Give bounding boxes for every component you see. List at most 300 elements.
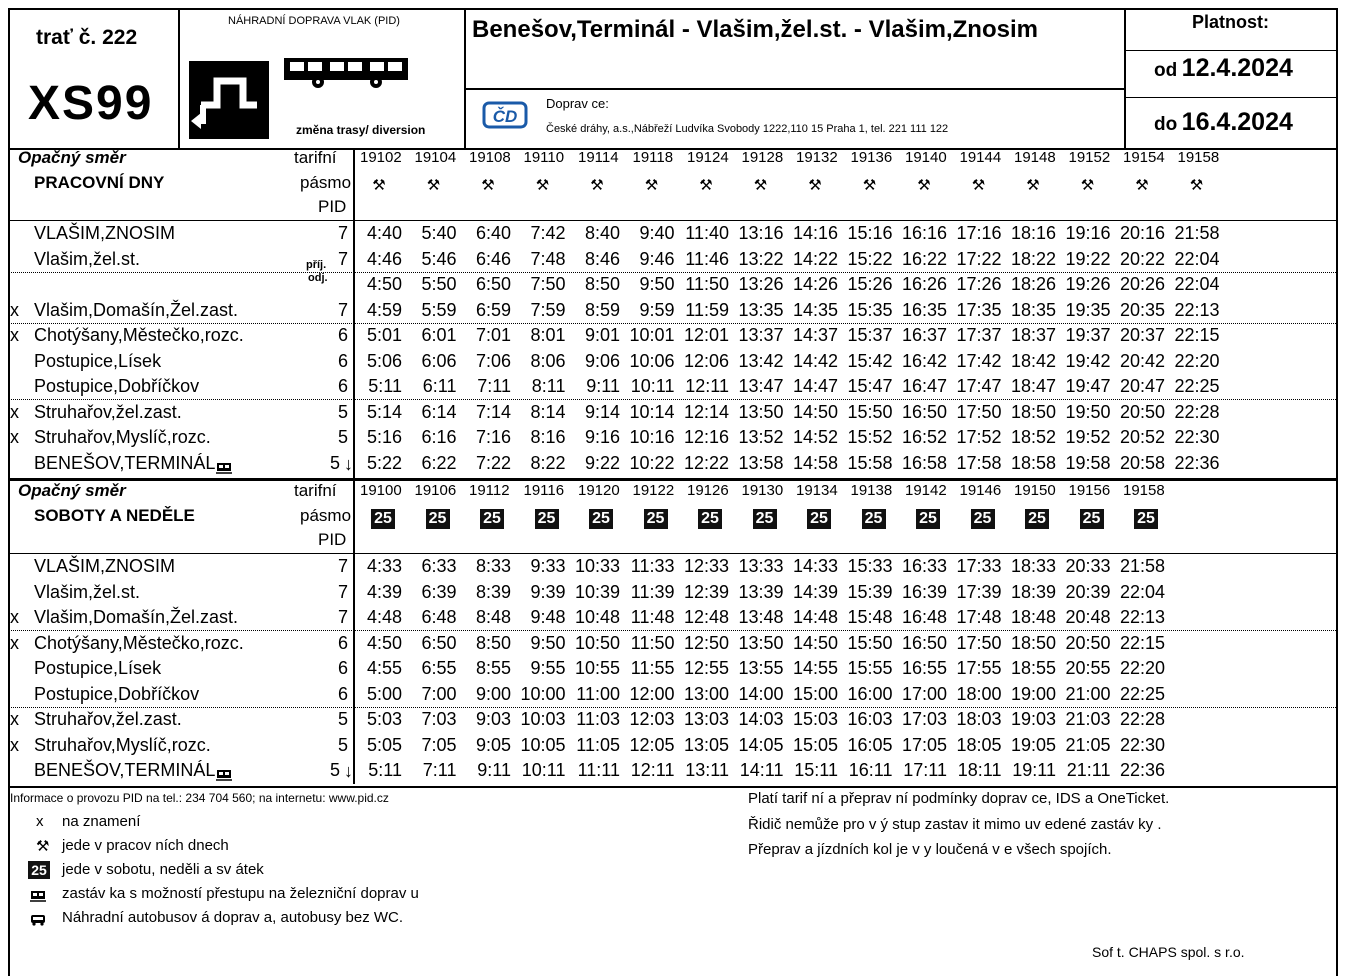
departure-time: 21:58: [1174, 223, 1220, 243]
departure-time: 10:01: [629, 325, 675, 345]
train-number: 19100: [360, 482, 402, 499]
departure-time: 18:37: [1010, 325, 1056, 345]
departure-time: 13:00: [683, 683, 729, 704]
departure-time: 4:46: [366, 248, 402, 269]
departure-time: 11:39: [630, 581, 675, 602]
train-transfer-icon: [216, 763, 232, 788]
departure-time: 8:11: [531, 376, 566, 396]
departure-time: 19:03: [1010, 709, 1056, 729]
zone-number: 6: [337, 376, 348, 396]
departure-time: 9:01: [584, 325, 620, 345]
departure-time: 22:15: [1119, 632, 1165, 653]
table-row: [8, 733, 1338, 758]
zone-header-1: tarifní: [294, 148, 337, 167]
credit: Sof t. CHAPS spol. s r.o.: [1092, 944, 1245, 960]
workday-icon: ⚒: [1135, 177, 1149, 194]
departure-time: 11:33: [630, 556, 675, 576]
table-row: [8, 221, 1338, 246]
workday-icon: ⚒: [481, 177, 495, 194]
departure-time: 19:58: [1065, 452, 1111, 473]
departure-time: 16:37: [901, 325, 947, 345]
departure-time: 9:16: [584, 427, 620, 447]
departure-time: 8:50: [584, 274, 620, 294]
workday-icon: ⚒: [917, 177, 931, 194]
train-transfer-icon: [30, 889, 46, 906]
departure-time: 10:16: [629, 427, 675, 447]
departure-time: 11:50: [630, 632, 675, 653]
departure-time: 8:40: [584, 223, 620, 243]
weekend-badge-icon: 25: [971, 509, 995, 529]
departure-time: 18:22: [1010, 248, 1056, 269]
departure-time: 14:35: [792, 299, 838, 320]
svg-text:ČD: ČD: [492, 107, 518, 126]
departure-time: 5:05: [366, 734, 402, 755]
train-number: 19128: [741, 149, 784, 166]
request-stop-mark: x: [10, 607, 19, 627]
departure-time: 11:11: [577, 760, 620, 780]
departure-time: 19:11: [1012, 760, 1056, 780]
train-number: 19108: [469, 149, 511, 166]
departure-time: 7:16: [475, 427, 511, 447]
request-stop-mark: x: [10, 709, 19, 729]
departure-time: 6:50: [475, 274, 511, 294]
workday-icon: ⚒: [372, 177, 386, 194]
departure-time: 9:55: [530, 658, 566, 678]
departure-time: 22:15: [1174, 325, 1220, 345]
departure-time: 5:46: [421, 248, 457, 269]
train-number: 19124: [687, 149, 729, 166]
departure-time: 18:52: [1010, 427, 1056, 447]
train-number: 19110: [523, 149, 565, 166]
weekend-badge-icon: 25: [589, 509, 613, 529]
train-number: 19102: [360, 149, 402, 166]
weekend-badge-icon: 25: [426, 509, 450, 529]
departure-time: 13:22: [738, 248, 784, 269]
zone-header-1: tarifní: [294, 481, 337, 500]
departure-time: 10:06: [629, 350, 675, 371]
departure-time: 20:42: [1119, 350, 1165, 371]
zone-header-3: PID: [318, 197, 347, 216]
weekend-badge-icon: 25: [480, 509, 504, 529]
departure-time: 11:00: [576, 683, 620, 704]
diversion-top-text: NÁHRADNÍ DOPRAVA VLAK (PID): [228, 15, 400, 27]
departure-time: 16:48: [901, 607, 947, 627]
table-row: [8, 605, 1338, 630]
train-number: 19144: [959, 149, 1002, 166]
departure-time: 17:55: [956, 658, 1002, 678]
departure-time: 17:39: [956, 581, 1002, 602]
weekend-badge-icon: 25: [916, 509, 940, 529]
departure-time: 6:16: [421, 427, 457, 447]
departure-time: 22:20: [1119, 658, 1165, 678]
departure-time: 17:47: [956, 376, 1002, 396]
zone-number: 5: [337, 427, 348, 447]
departure-time: 17:42: [956, 350, 1002, 371]
departure-time: 12:22: [683, 452, 729, 473]
departure-time: 6:50: [421, 632, 457, 653]
to-prefix: do: [1154, 114, 1178, 135]
stop-name: BENEŠOV,TERMINÁL: [34, 452, 216, 473]
note-1: Platí tarif ní a přeprav ní podmínky doprav ce, IDS a OneTicket.: [748, 790, 1170, 807]
departure-time: 9:50: [530, 632, 566, 653]
departure-time: 4:33: [366, 556, 402, 576]
legend-text: jede v pracov ních dnech: [62, 837, 229, 854]
departure-time: 15:33: [847, 556, 893, 576]
departure-time: 4:48: [366, 607, 402, 627]
departure-time: 12:11: [630, 760, 675, 780]
departure-time: 8:39: [475, 581, 511, 602]
train-number: 19134: [796, 482, 838, 499]
days-label: SOBOTY A NEDĚLE: [34, 506, 195, 525]
request-stop-mark: x: [10, 632, 19, 653]
request-stop-mark: x: [10, 427, 19, 447]
departure-time: 16:22: [901, 248, 947, 269]
departure-time: 7:00: [421, 683, 457, 704]
departure-time: 15:35: [847, 299, 893, 320]
departure-time: 4:50: [366, 274, 402, 294]
departure-time: 13:11: [685, 760, 729, 780]
train-number: 19138: [850, 482, 893, 499]
departure-time: 18:03: [956, 709, 1002, 729]
departure-time: 8:22: [530, 452, 566, 473]
zone-header-2: pásmo: [300, 506, 352, 525]
departure-time: 5:03: [366, 709, 402, 729]
departure-time: 5:40: [421, 223, 457, 243]
weekday-section: [8, 148, 1338, 478]
departure-time: 11:48: [630, 607, 675, 627]
train-number: 19154: [1123, 149, 1165, 166]
weekend-badge-icon: 25: [698, 509, 722, 529]
departure-time: 5:11: [368, 376, 402, 396]
departure-time: 7:48: [530, 248, 566, 269]
departure-time: 12:11: [685, 376, 729, 396]
departure-time: 13:42: [738, 350, 784, 371]
train-number: 19152: [1068, 149, 1111, 166]
stop-name: Struhařov,žel.zast.: [34, 709, 182, 729]
departure-time: 13:50: [738, 401, 784, 422]
departure-time: 18:39: [1010, 581, 1056, 602]
departure-time: 15:55: [847, 658, 893, 678]
weekend-badge-icon: 25: [28, 861, 50, 879]
departure-time: 15:03: [792, 709, 838, 729]
departure-time: 5:22: [366, 452, 402, 473]
departure-time: 14:16: [792, 223, 838, 243]
departure-time: 17:37: [956, 325, 1002, 345]
departure-time: 20:33: [1065, 556, 1111, 576]
stop-name: Postupice,Dobříčkov: [34, 683, 200, 704]
departure-time: 15:52: [847, 427, 893, 447]
departure-time: 5:00: [366, 683, 402, 704]
days-label: PRACOVNÍ DNY: [34, 173, 165, 192]
departure-time: 10:33: [574, 556, 620, 576]
departure-time: 15:50: [847, 632, 893, 653]
weekend-badge-icon: 25: [862, 509, 886, 529]
departure-time: 18:33: [1010, 556, 1056, 576]
departure-time: 12:06: [683, 350, 729, 371]
departure-time: 17:26: [956, 274, 1002, 294]
departure-time: 9:11: [586, 376, 620, 396]
departure-label: odj.: [308, 272, 328, 284]
departure-time: 21:03: [1065, 709, 1111, 729]
stop-name: BENEŠOV,TERMINÁL: [34, 760, 216, 780]
departure-time: 9:59: [639, 299, 675, 320]
to-date: 16.4.2024: [1181, 108, 1293, 136]
table-row: [8, 554, 1338, 579]
departure-time: 16:16: [901, 223, 947, 243]
departure-time: 18:50: [1010, 632, 1056, 653]
departure-time: 19:35: [1065, 299, 1111, 320]
weekend-section: [8, 481, 1338, 786]
departure-time: 19:52: [1065, 427, 1111, 447]
departure-time: 18:55: [1010, 658, 1056, 678]
departure-time: 22:25: [1119, 683, 1165, 704]
departure-time: 8:50: [475, 632, 511, 653]
departure-time: 5:06: [366, 350, 402, 371]
stop-name: Postupice,Lísek: [34, 658, 162, 678]
request-stop-mark: x: [10, 734, 19, 755]
departure-time: 6:01: [421, 325, 457, 345]
departure-time: 18:58: [1010, 452, 1056, 473]
validity-to: [1154, 108, 1293, 137]
departure-time: 16:42: [901, 350, 947, 371]
train-number: 19156: [1068, 482, 1111, 499]
departure-time: 14:42: [792, 350, 838, 371]
departure-time: 18:26: [1010, 274, 1056, 294]
workday-icon: ⚒: [862, 177, 877, 194]
note-2: Řidič nemůže pro v ý stup zastav it mimo uv edené zastáv ky .: [748, 816, 1162, 833]
stop-name: Chotýšany,Městečko,rozc.: [34, 632, 244, 653]
legend-text: zastáv ka s možností přestupu na železniční doprav u: [62, 885, 419, 902]
departure-time: 12:39: [683, 581, 729, 602]
workday-icon: ⚒: [753, 177, 768, 194]
departure-time: 20:39: [1065, 581, 1111, 602]
departure-time: 22:30: [1119, 734, 1165, 755]
departure-time: 16:05: [847, 734, 893, 755]
departure-time: 19:26: [1065, 274, 1111, 294]
table-row: [8, 349, 1338, 374]
departure-time: 6:39: [421, 581, 457, 602]
weekend-badge-icon: 25: [1134, 509, 1158, 529]
table-row: [8, 707, 1338, 732]
from-date: 12.4.2024: [1181, 54, 1293, 82]
table-row: [8, 272, 1338, 297]
departure-time: 18:00: [956, 683, 1002, 704]
departure-time: 5:01: [366, 325, 402, 345]
table-row: [8, 374, 1338, 399]
departure-time: 15:26: [847, 274, 893, 294]
departure-time: 16:11: [848, 760, 893, 780]
stop-name: Vlašim,Domašín,Žel.zast.: [34, 299, 239, 320]
departure-time: 16:26: [901, 274, 947, 294]
departure-time: 14:39: [792, 581, 838, 602]
departure-time: 13:47: [738, 376, 784, 396]
departure-time: 17:33: [956, 556, 1002, 576]
zone-number: 5: [329, 760, 340, 780]
departure-time: 14:11: [739, 760, 784, 780]
departure-time: 4:40: [366, 223, 402, 243]
departure-time: 18:50: [1010, 401, 1056, 422]
request-stop-mark: x: [10, 325, 19, 345]
workday-icon: ⚒: [1189, 177, 1204, 194]
operator-text: České dráhy, a.s.,Nábřeží Ludvíka Svobody 1222,110 15 Praha 1, tel. 221 111 122: [546, 123, 949, 135]
weekend-badge-icon: 25: [807, 509, 831, 529]
departure-time: 13:37: [738, 325, 784, 345]
departure-time: 13:16: [738, 223, 784, 243]
departure-time: 21:58: [1119, 556, 1165, 576]
departure-time: 11:50: [685, 274, 729, 294]
zone-number: 6: [337, 632, 348, 653]
validity-from: [1154, 54, 1293, 83]
departure-time: 14:47: [792, 376, 838, 396]
diversion-caption: změna trasy/ diversion: [296, 123, 426, 137]
departure-time: 12:03: [629, 709, 675, 729]
departure-time: 17:35: [956, 299, 1002, 320]
departure-time: 9:11: [477, 760, 511, 780]
arrow-down-icon: ↓: [344, 761, 353, 781]
departure-time: 13:58: [738, 452, 784, 473]
workday-icon: ⚒: [1080, 177, 1095, 194]
operator-label: Doprav ce:: [546, 96, 609, 111]
departure-time: 14:58: [792, 452, 838, 473]
departure-time: 22:13: [1174, 299, 1220, 320]
stop-name: Struhařov,žel.zast.: [34, 401, 182, 422]
departure-time: 9:33: [530, 556, 566, 576]
departure-time: 9:00: [475, 683, 511, 704]
train-number: 19150: [1014, 482, 1056, 499]
departure-time: 4:55: [366, 658, 402, 678]
workday-icon: ⚒: [36, 838, 50, 855]
train-number: 19116: [523, 482, 565, 499]
departure-time: 7:50: [530, 274, 566, 294]
table-row: [8, 451, 1338, 476]
departure-time: 15:39: [847, 581, 893, 602]
departure-time: 17:48: [956, 607, 1002, 627]
departure-time: 12:14: [683, 401, 729, 422]
departure-time: 14:55: [792, 658, 838, 678]
departure-time: 12:48: [683, 607, 729, 627]
departure-time: 14:52: [792, 427, 838, 447]
departure-time: 11:59: [685, 299, 729, 320]
departure-time: 20:37: [1119, 325, 1165, 345]
departure-time: 5:14: [366, 401, 402, 422]
departure-time: 14:05: [738, 734, 784, 755]
weekend-badge-icon: 25: [535, 509, 559, 529]
table-row: [8, 631, 1338, 656]
departure-time: 18:48: [1010, 607, 1056, 627]
direction-label: Opačný směr: [18, 148, 126, 167]
zone-number: 7: [337, 581, 348, 602]
departure-time: 7:59: [530, 299, 566, 320]
departure-time: 5:11: [368, 760, 402, 780]
departure-time: 17:50: [956, 401, 1002, 422]
departure-time: 22:25: [1174, 376, 1220, 396]
departure-time: 6:06: [421, 350, 457, 371]
departure-time: 13:55: [738, 658, 784, 678]
departure-time: 12:55: [683, 658, 729, 678]
departure-time: 20:55: [1065, 658, 1111, 678]
departure-time: 19:22: [1065, 248, 1111, 269]
zone-number: 7: [337, 223, 348, 243]
departure-time: 14:03: [738, 709, 784, 729]
table-row: [8, 580, 1338, 605]
departure-time: 13:50: [738, 632, 784, 653]
weekend-badge-icon: 25: [1025, 509, 1049, 529]
stop-name: Postupice,Lísek: [34, 350, 162, 371]
departure-time: 11:05: [576, 734, 620, 755]
train-number: 19140: [905, 149, 947, 166]
departure-time: 13:52: [738, 427, 784, 447]
weekend-badge-icon: 25: [753, 509, 777, 529]
weekend-badge-icon: 25: [644, 509, 668, 529]
direction-label: Opačný směr: [18, 481, 126, 500]
departure-time: 7:42: [530, 223, 566, 243]
departure-time: 21:11: [1066, 760, 1111, 780]
departure-time: 14:33: [792, 556, 838, 576]
departure-time: 18:47: [1010, 376, 1056, 396]
departure-time: 6:46: [475, 248, 511, 269]
train-number: 19126: [687, 482, 729, 499]
departure-time: 15:22: [847, 248, 893, 269]
arrow-down-icon: ↓: [344, 453, 353, 474]
departure-time: 20:35: [1119, 299, 1165, 320]
table-row: [8, 400, 1338, 425]
workday-icon: ⚒: [535, 177, 550, 194]
departure-time: 14:26: [792, 274, 838, 294]
train-number: 19106: [414, 482, 457, 499]
departure-time: 10:14: [629, 401, 675, 422]
departure-time: 8:16: [530, 427, 566, 447]
departure-time: 5:59: [421, 299, 457, 320]
departure-time: 12:00: [629, 683, 675, 704]
departure-time: 14:22: [792, 248, 838, 269]
departure-time: 20:22: [1119, 248, 1165, 269]
departure-time: 19:00: [1010, 683, 1056, 704]
table-row: [8, 247, 1338, 272]
table-row: [8, 323, 1338, 348]
stop-name: Chotýšany,Městečko,rozc.: [34, 325, 244, 345]
departure-time: 18:42: [1010, 350, 1056, 371]
departure-time: 17:00: [901, 683, 947, 704]
departure-time: 19:05: [1010, 734, 1056, 755]
departure-time: 8:55: [475, 658, 511, 678]
departure-time: 22:28: [1174, 401, 1220, 422]
from-prefix: od: [1154, 60, 1178, 81]
stop-name: Postupice,Dobříčkov: [34, 376, 200, 396]
zone-number: 5: [329, 452, 340, 473]
departure-time: 15:37: [847, 325, 893, 345]
departure-time: 17:22: [956, 248, 1002, 269]
departure-time: 10:48: [574, 607, 620, 627]
departure-time: 20:26: [1119, 274, 1165, 294]
departure-time: 19:16: [1065, 223, 1111, 243]
departure-time: 13:48: [738, 607, 784, 627]
bus-icon: [282, 54, 412, 95]
departure-time: 18:16: [1010, 223, 1056, 243]
departure-time: 6:11: [422, 376, 457, 396]
departure-time: 16:52: [901, 427, 947, 447]
departure-time: 16:50: [901, 401, 947, 422]
departure-time: 4:59: [366, 299, 402, 320]
workday-icon: ⚒: [590, 177, 604, 194]
zone-number: 7: [337, 556, 348, 576]
departure-time: 12:50: [683, 632, 729, 653]
departure-time: 6:59: [475, 299, 511, 320]
departure-time: 15:48: [847, 607, 893, 627]
note-3: Přeprav a jízdních kol je v y loučená v e všech spojích.: [748, 841, 1112, 858]
departure-time: 13:03: [683, 709, 729, 729]
departure-time: 13:35: [738, 299, 784, 320]
departure-time: 8:06: [530, 350, 566, 371]
